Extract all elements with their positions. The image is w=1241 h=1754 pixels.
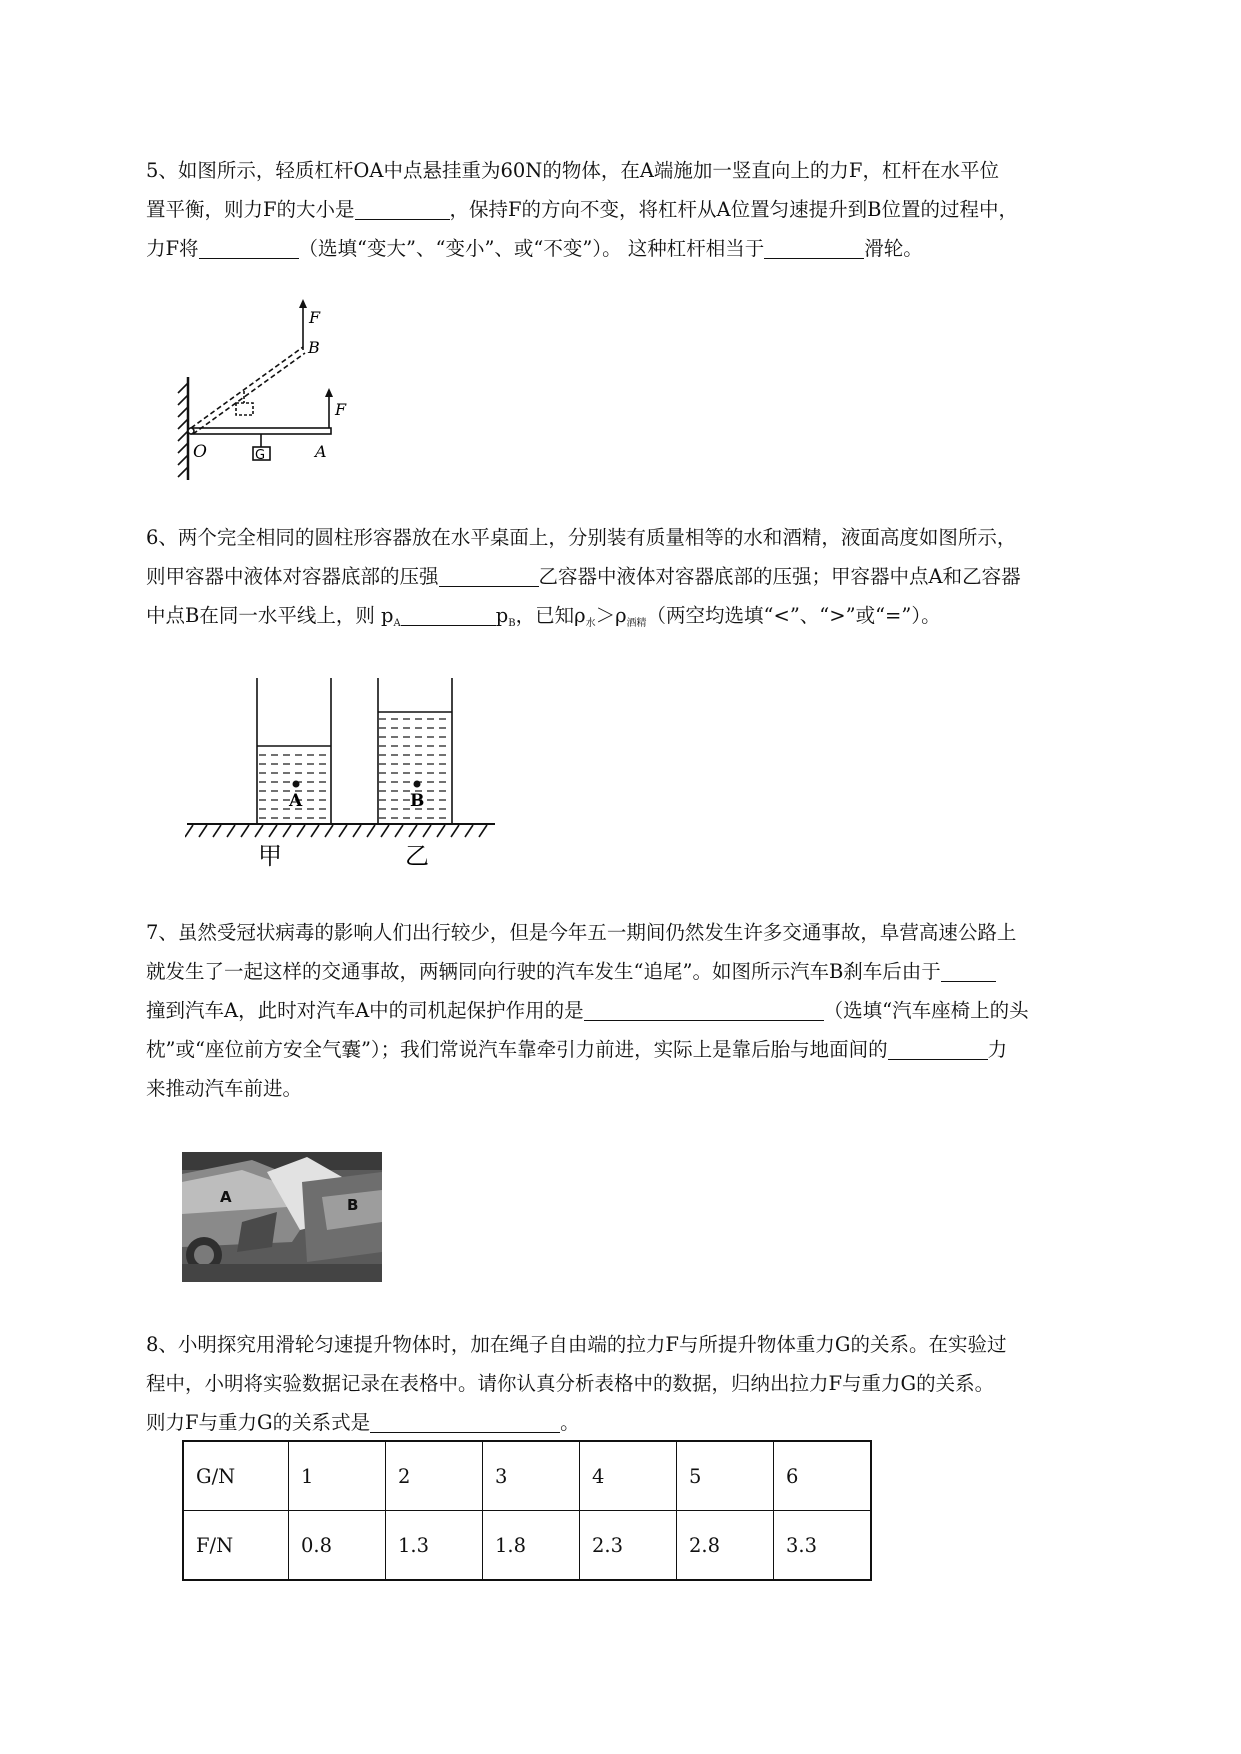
q5-text: 力F将: [146, 237, 199, 260]
table-row: [183, 1511, 871, 1581]
table-cell: 0.8: [289, 1511, 386, 1581]
container-yi-label: 乙: [405, 842, 429, 870]
q5-text: ，保持F的方向不变，将杠杆从A位置匀速提升到B位置的过程中，: [449, 198, 1018, 221]
q7-text: 就发生了一起这样的交通事故，两辆同向行驶的汽车发生“追尾”。如图所示汽车B刹车后由于: [146, 960, 941, 983]
weight-label-g: G: [255, 448, 266, 463]
container-jia-label: 甲: [258, 842, 282, 870]
q5-blank-3[interactable]: [764, 234, 864, 259]
q7-text: 枕”或“座位前方安全气囊”）；我们常说汽车靠牵引力前进，实际上是靠后胎与地面间的: [146, 1038, 888, 1061]
q6-text: 中点B在同一水平线上，则 p: [146, 604, 394, 627]
q6-text: ，已知ρ: [515, 604, 586, 627]
car-b-label: B: [347, 1196, 359, 1214]
q7-blank-3[interactable]: [888, 1035, 988, 1060]
q7-line-2: [146, 952, 1156, 991]
table-cell: 6: [774, 1441, 872, 1511]
car-crash-photo: [182, 1152, 382, 1282]
table-cell: 1.3: [386, 1511, 483, 1581]
q8-line-1: 8、小明探究用滑轮匀速提升物体时，加在绳子自由端的拉力F与所提升物体重力G的关系。在实验过: [146, 1333, 1007, 1356]
q6-blank-2[interactable]: [401, 601, 496, 626]
q6-sub: B: [508, 618, 516, 629]
table-cell: 4: [580, 1441, 677, 1511]
question-6: [146, 518, 1156, 643]
lever-figure: [160, 295, 360, 485]
question-7: [146, 913, 1156, 1108]
q8-line-3: [146, 1403, 1156, 1442]
table-cell: 3.3: [774, 1511, 872, 1581]
table-cell: 1.8: [483, 1511, 580, 1581]
q7-text: （选填“汽车座椅上的头: [823, 999, 1029, 1022]
point-b-label: B: [410, 791, 425, 811]
force-weight-table: [182, 1440, 872, 1581]
row-header-f: F/N: [183, 1511, 289, 1581]
point-label-b: B: [308, 338, 320, 357]
containers-figure: [185, 678, 505, 878]
q6-sub: 酒精: [626, 618, 647, 629]
q7-blank-1[interactable]: [941, 957, 996, 982]
point-a-label: A: [289, 791, 303, 811]
q6-text: 乙容器中液体对容器底部的压强；甲容器中点A和乙容器: [538, 565, 1021, 588]
q5-text: 滑轮。: [864, 237, 923, 260]
q5-line-3: [146, 229, 1156, 268]
q5-blank-1[interactable]: [355, 195, 450, 220]
force-label-top: F: [309, 308, 321, 327]
q7-line-5: 来推动汽车前进。: [146, 1077, 303, 1100]
q5-text: （选填“变大”、“变小”、或“不变”）。 这种杠杆相当于: [298, 237, 765, 260]
table-cell: 2: [386, 1441, 483, 1511]
table-cell: 2.3: [580, 1511, 677, 1581]
q6-sub: 水: [585, 618, 596, 629]
force-label-right: F: [335, 400, 347, 419]
q6-text: （两空均选填“<”、“>”或“=”）。: [646, 604, 941, 627]
q6-text: 则甲容器中液体对容器底部的压强: [146, 565, 439, 588]
q5-line-2: [146, 190, 1156, 229]
q6-line-3: [146, 596, 1156, 643]
q7-line-1: 7、虽然受冠状病毒的影响人们出行较少，但是今年五一期间仍然发生许多交通事故，阜营高速公路上: [146, 921, 1017, 944]
q8-text: 。: [560, 1411, 580, 1434]
question-5: [146, 151, 1156, 268]
q7-text: 撞到汽车A，此时对汽车A中的司机起保护作用的是: [146, 999, 584, 1022]
table-cell: 2.8: [677, 1511, 774, 1581]
question-8: [146, 1325, 1156, 1442]
q6-blank-1[interactable]: [439, 562, 539, 587]
q5-line-1: 5、如图所示，轻质杠杆OA中点悬挂重为60N的物体，在A端施加一竖直向上的力F，杠杆在水平位: [146, 159, 999, 182]
q8-line-2: 程中，小明将实验数据记录在表格中。请你认真分析表格中的数据，归纳出拉力F与重力G的关系。: [146, 1372, 995, 1395]
q6-text: p: [495, 604, 509, 627]
q7-text: 力: [987, 1038, 1008, 1061]
q7-line-3: [146, 991, 1156, 1030]
q5-text: 置平衡，则力F的大小是: [146, 198, 355, 221]
point-label-a: A: [315, 442, 327, 461]
q7-blank-2[interactable]: [584, 996, 824, 1021]
row-header-g: G/N: [183, 1441, 289, 1511]
table-cell: 3: [483, 1441, 580, 1511]
car-a-label: A: [220, 1188, 232, 1206]
q5-blank-2[interactable]: [199, 234, 299, 259]
q8-text: 则力F与重力G的关系式是: [146, 1411, 371, 1434]
q6-line-2: [146, 557, 1156, 596]
q7-line-4: [146, 1030, 1156, 1069]
table-cell: 1: [289, 1441, 386, 1511]
point-label-o: O: [193, 442, 207, 462]
q6-text: ＞ρ: [595, 604, 627, 627]
q6-line-1: 6、两个完全相同的圆柱形容器放在水平桌面上，分别装有质量相等的水和酒精，液面高度如图所示，: [146, 526, 1017, 549]
table-row: [183, 1441, 871, 1511]
q8-blank-1[interactable]: [370, 1408, 560, 1433]
table-cell: 5: [677, 1441, 774, 1511]
q6-sub: A: [393, 618, 401, 629]
